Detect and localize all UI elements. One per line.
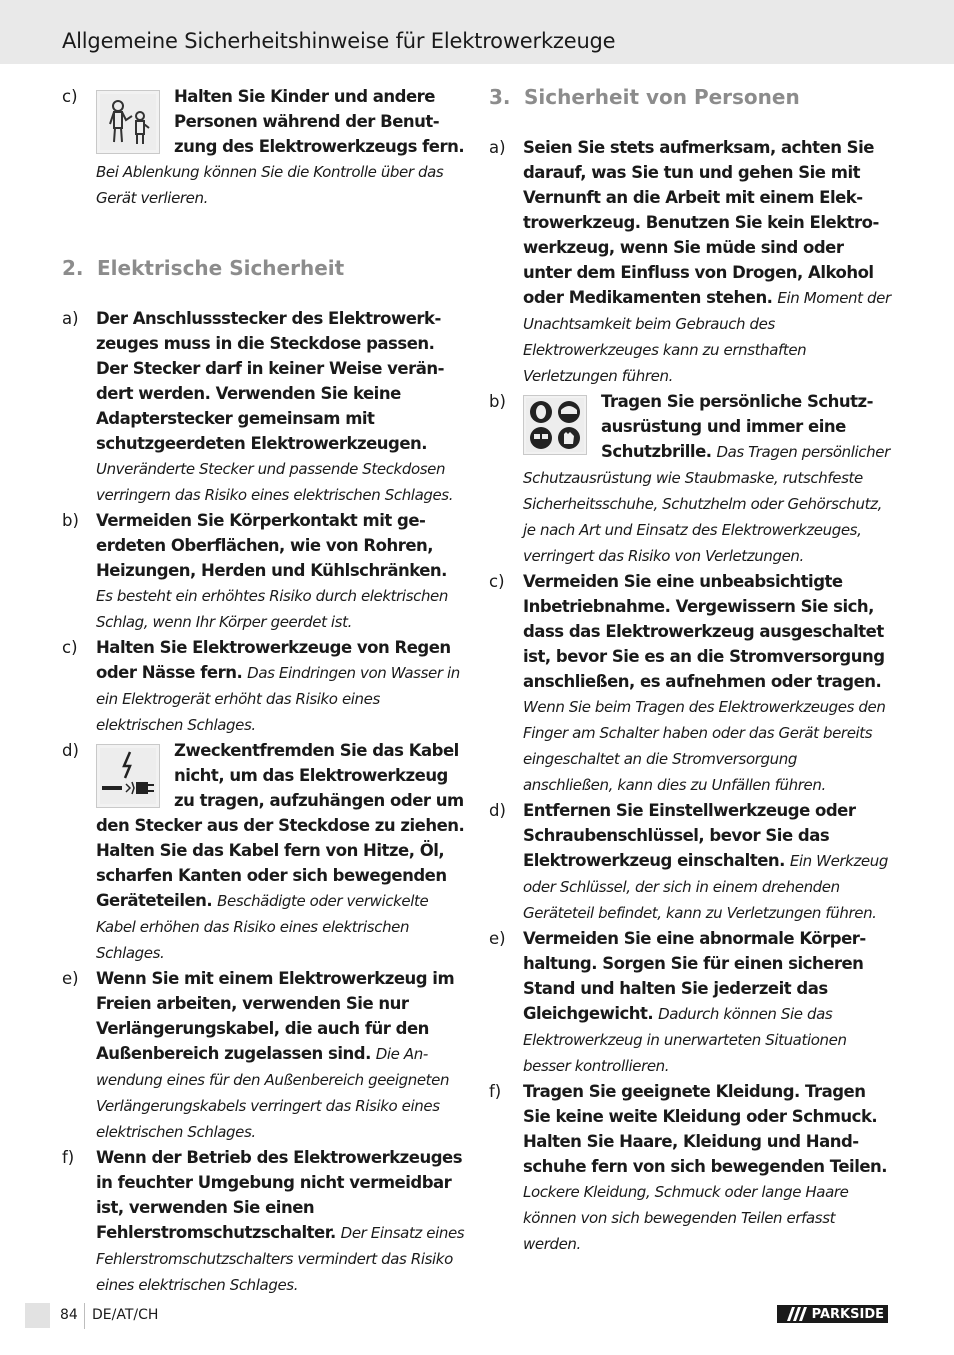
section-heading xyxy=(62,255,466,281)
instruction-bold: Wenn Sie mit einem Elektrowerkzeug im Freien arbeiten, verwenden Sie nur Verlängerungskabel, die auch für den Außenbereich zugelassen sind. xyxy=(96,969,455,1063)
brand-name: PARKSIDE xyxy=(811,1306,884,1322)
instruction-italic: Wenn Sie beim Tragen des Elektrowerkzeuges den Finger am Schalter haben oder das Gerät bereits eingeschaltet an die Stromversorgung anschließen, kann dies zu Unfällen führen. xyxy=(523,698,886,794)
list-item xyxy=(489,798,891,926)
list-item xyxy=(62,306,466,508)
section-number: 2. xyxy=(62,256,84,280)
list-item xyxy=(62,966,466,1145)
instruction-bold: Der Anschlussstecker des Elektrowerkzeuges muss in die Steckdose passen. Der Stecker darf in keiner Weise verändert werden. Verwenden Sie keine Adapterstecker gemeinsam mit schutzgeerdeten Elektrowerkzeugen. xyxy=(96,309,445,453)
item-letter: f) xyxy=(62,1148,75,1167)
brand-logo xyxy=(777,1305,888,1323)
list-item xyxy=(489,1079,891,1257)
instruction-italic: Der Einsatz eines Fehlerstromschutzschalters vermindert das Risiko eines elektrischen Schlages. xyxy=(96,1224,465,1294)
instruction-italic: Ein Werkzeug oder Schlüssel, der sich in einem drehenden Geräteteil befindet, kann zu Verletzungen führen. xyxy=(523,852,888,922)
instruction-bold: Vermeiden Sie Körperkontakt mit geerdeten Oberflächen, wie von Rohren, Heizungen, Herden und Kühlschränken. xyxy=(96,511,447,580)
instruction-italic: Unveränderte Stecker und passende Steckdosen verringern das Risiko eines elektrischen Schlages. xyxy=(96,460,454,504)
section-heading xyxy=(489,84,891,110)
item-letter: c) xyxy=(62,87,78,106)
item-letter: a) xyxy=(62,309,79,328)
footer-marker xyxy=(25,1303,50,1328)
instruction-bold: Seien Sie stets aufmerksam, achten Sie darauf, was Sie tun und gehen Sie mit Vernunft an die Arbeit mit einem Elektrowerkzeug. Benutzen Sie kein Elektrowerkzeug, wenn Sie müde sind oder unter dem Einfluss von Drogen, Alkohol oder Medikamenten stehen. xyxy=(523,138,880,307)
children-keep-away-icon xyxy=(96,90,160,154)
instruction-bold: Tragen Sie persönliche Schutzausrüstung und immer eine Schutzbrille. xyxy=(601,392,874,461)
item-letter: e) xyxy=(62,969,79,988)
item-letter: c) xyxy=(62,638,78,657)
list-item xyxy=(489,926,891,1079)
left-column xyxy=(62,84,466,1298)
page-number: 84 xyxy=(60,1307,78,1323)
instruction-italic: Beschädigte oder verwickelte Kabel erhöhen das Risiko eines elektrischen Schlages. xyxy=(96,892,429,962)
list-item xyxy=(62,738,466,966)
instruction-bold: Halten Sie Kinder und andere Personen während der Benutzung des Elektrowerkzeugs fern. xyxy=(174,87,465,156)
instruction-italic: Bei Ablenkung können Sie die Kontrolle über das Gerät verlieren. xyxy=(96,163,444,207)
item-letter: a) xyxy=(489,138,506,157)
instruction-italic: Die Anwendung eines für den Außenbereich geeigneten Verlängerungskabels verringert das Risiko eines elektrischen Schlages. xyxy=(96,1045,450,1141)
item-letter: b) xyxy=(62,511,79,530)
instruction-italic: Lockere Kleidung, Schmuck oder lange Haare können von sich bewegenden Teilen erfasst werden. xyxy=(523,1183,849,1253)
instruction-bold: Tragen Sie geeignete Kleidung. Tragen Sie keine weite Kleidung oder Schmuck. Halten Sie Haare, Kleidung und Handschuhe fern von sich bewegenden Teilen. xyxy=(523,1082,888,1176)
item-letter: f) xyxy=(489,1082,502,1101)
instruction-bold: Halten Sie Elektrowerkzeuge von Regen oder Nässe fern. xyxy=(96,638,451,682)
section-title: Sicherheit von Personen xyxy=(524,85,800,109)
list-item xyxy=(62,1145,466,1298)
page-header xyxy=(0,0,954,64)
instruction-italic: Ein Moment der Unachtsamkeit beim Gebrauch des Elektrowerkzeuges kann zu ernsthaften Verletzungen führen. xyxy=(523,289,891,385)
instruction-italic: Das Eindringen von Wasser in ein Elektrogerät erhöht das Risiko eines elektrischen Schlages. xyxy=(96,664,460,734)
instruction-italic: Dadurch können Sie das Elektrowerkzeug in unerwarteten Situationen besser kontrollieren. xyxy=(523,1005,847,1075)
list-item xyxy=(489,389,891,569)
footer-divider xyxy=(84,1303,85,1329)
section-title: Elektrische Sicherheit xyxy=(97,256,345,280)
country-code: DE/AT/CH xyxy=(92,1307,159,1323)
list-item xyxy=(62,635,466,738)
instruction-bold: Vermeiden Sie eine unbeabsichtigte Inbetriebnahme. Vergewissern Sie sich, dass das Elektrowerkzeug ausgeschaltet ist, bevor Sie es an die Stromversorgung anschließen, es aufnehmen oder tragen. xyxy=(523,572,885,691)
item-letter: b) xyxy=(489,392,506,411)
right-column xyxy=(489,84,891,1257)
item-letter: d) xyxy=(489,801,506,820)
logo-stripes-icon xyxy=(783,1307,807,1321)
instruction-italic: Es besteht ein erhöhtes Risiko durch elektrischen Schlag, wenn Ihr Körper geerdet ist. xyxy=(96,587,448,631)
item-letter: c) xyxy=(489,572,505,591)
list-item xyxy=(62,508,466,635)
instruction-bold: Entfernen Sie Einstellwerkzeuge oder Schraubenschlüssel, bevor Sie das Elektrowerkzeug einschalten. xyxy=(523,801,856,870)
damaged-cable-icon xyxy=(96,744,160,808)
instruction-italic: Das Tragen persönlicher Schutzausrüstung wie Staubmaske, rutschfeste Sicherheitsschuhe, Schutzhelm oder Gehörschutz, je nach Art und Einsatz des Elektrowerkzeuges, verringert das Risiko von Verletzungen. xyxy=(523,443,890,565)
list-item xyxy=(489,569,891,798)
item-letter: e) xyxy=(489,929,506,948)
instruction-bold: Wenn der Betrieb des Elektrowerkzeuges in feuchter Umgebung nicht vermeidbar ist, verwenden Sie einen Fehlerstromschutzschalter. xyxy=(96,1148,463,1242)
section-number: 3. xyxy=(489,85,511,109)
list-item xyxy=(489,135,891,389)
list-item xyxy=(62,84,466,211)
protective-equipment-icon xyxy=(523,395,587,455)
instruction-bold: Vermeiden Sie eine abnormale Körperhaltung. Sorgen Sie für einen sicheren Stand und halten Sie jederzeit das Gleichgewicht. xyxy=(523,929,867,1023)
instruction-bold: Zweckentfremden Sie das Kabel nicht, um das Elektrowerkzeug zu tragen, aufzuhängen oder um den Stecker aus der Steckdose zu ziehen. Halten Sie das Kabel fern von Hitze, Öl, scharfen Kanten oder sich bewegenden Geräteteilen. xyxy=(96,741,465,910)
item-letter: d) xyxy=(62,741,79,760)
page-title: Allgemeine Sicherheitshinweise für Elektrowerkzeuge xyxy=(62,29,616,53)
